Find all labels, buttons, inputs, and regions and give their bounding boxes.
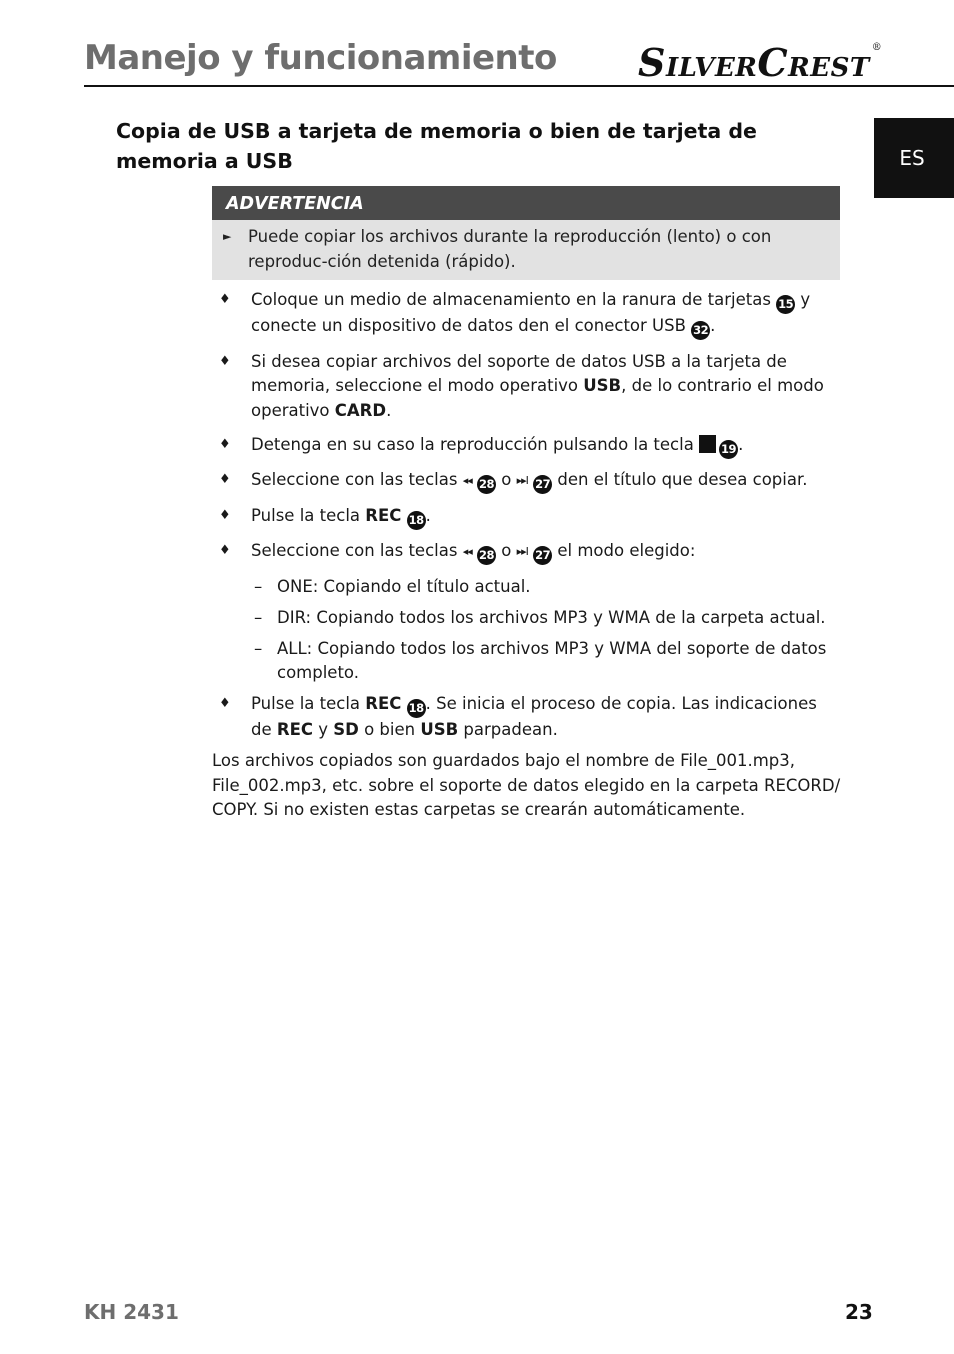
callout-number-badge: 19 xyxy=(719,440,738,459)
diamond-bullet-icon: ♦ xyxy=(219,292,231,307)
sub-list-item: – ALL: Copiando todos los archivos MP3 y WMA del soporte de datos completo. xyxy=(212,637,842,686)
list-item: ♦ Si desea copiar archivos del soporte de datos USB a la tarjeta de memoria, seleccione el modo operativo USB, de lo contrario el modo operativo CARD. xyxy=(212,350,842,424)
diamond-bullet-icon: ♦ xyxy=(219,436,231,452)
callout-number-badge: 28 xyxy=(477,546,496,565)
warning-text: Puede copiar los archivos durante la reproducción (lento) o con reproduc-ción detenida (rápido). xyxy=(248,227,772,271)
callout-number-badge: 27 xyxy=(533,546,552,565)
list-item: ♦ Detenga en su caso la reproducción pulsando la tecla 19 . xyxy=(212,433,842,459)
callout-number-badge: 27 xyxy=(533,475,552,494)
closing-paragraph: Los archivos copiados son guardados bajo el nombre de File_001.mp3, File_002.mp3, etc. sobre el soporte de datos elegido en la carpeta RECORD/ COPY. Si no existen estas carpetas se crearán automáticamente. xyxy=(212,751,841,819)
diamond-bullet-icon: ♦ xyxy=(219,472,231,487)
language-tab xyxy=(874,118,954,198)
list-item: ♦ Seleccione con las teclas ◂◂ 28 o ▸▸I 27 el modo elegido: xyxy=(212,539,842,565)
callout-number-badge: 28 xyxy=(477,475,496,494)
warning-body xyxy=(212,220,840,280)
sub-list-item: – ONE: Copiando el título actual. xyxy=(212,575,842,600)
warning-box xyxy=(212,186,840,280)
sub-list-item: – DIR: Copiando todos los archivos MP3 y WMA de la carpeta actual. xyxy=(212,606,842,631)
rewind-icon: ◂◂ xyxy=(462,474,472,487)
dash-bullet: – xyxy=(254,576,263,596)
rewind-icon: ◂◂ xyxy=(462,545,472,558)
triangle-bullet-icon: ► xyxy=(223,230,232,243)
callout-number-badge: 15 xyxy=(776,295,795,314)
section-title: Copia de USB a tarjeta de memoria o bien de tarjeta de memoria a USB xyxy=(116,119,757,173)
callout-number-badge: 18 xyxy=(407,699,426,718)
page-header-title: Manejo y funcionamiento xyxy=(84,38,557,78)
dash-bullet: – xyxy=(254,607,263,627)
dash-bullet: – xyxy=(254,638,263,658)
list-item: ♦ Pulse la tecla REC 18 . xyxy=(212,504,842,530)
skip-forward-icon: ▸▸I xyxy=(516,474,528,487)
diamond-bullet-icon: ♦ xyxy=(219,507,231,523)
diamond-bullet-icon: ♦ xyxy=(219,695,231,711)
page-number: 23 xyxy=(845,1300,873,1324)
warning-heading: ADVERTENCIA xyxy=(212,186,840,220)
list-item: ♦ Pulse la tecla REC 18 . Se inicia el proceso de copia. Las indicaciones de REC y SD o bien USB parpadean. xyxy=(212,692,842,743)
list-item: ♦ Seleccione con las teclas ◂◂ 28 o ▸▸I 27 den el título que desea copiar. xyxy=(212,468,842,494)
list-item: ♦ Coloque un medio de almacenamiento en la ranura de tarjetas 15 y conecte un dispositivo de datos den el conector USB 32 . xyxy=(212,288,842,340)
stop-icon xyxy=(699,435,716,453)
language-tab-label: ES xyxy=(899,146,925,170)
header-rule xyxy=(84,85,954,87)
instructions xyxy=(212,288,842,823)
callout-number-badge: 18 xyxy=(407,511,426,530)
diamond-bullet-icon: ♦ xyxy=(219,543,231,558)
callout-number-badge: 32 xyxy=(691,321,710,340)
skip-forward-icon: ▸▸I xyxy=(516,545,528,558)
footer-model: KH 2431 xyxy=(84,1300,179,1324)
diamond-bullet-icon: ♦ xyxy=(219,353,231,369)
brand-logo: SILVERCREST® xyxy=(638,40,883,85)
